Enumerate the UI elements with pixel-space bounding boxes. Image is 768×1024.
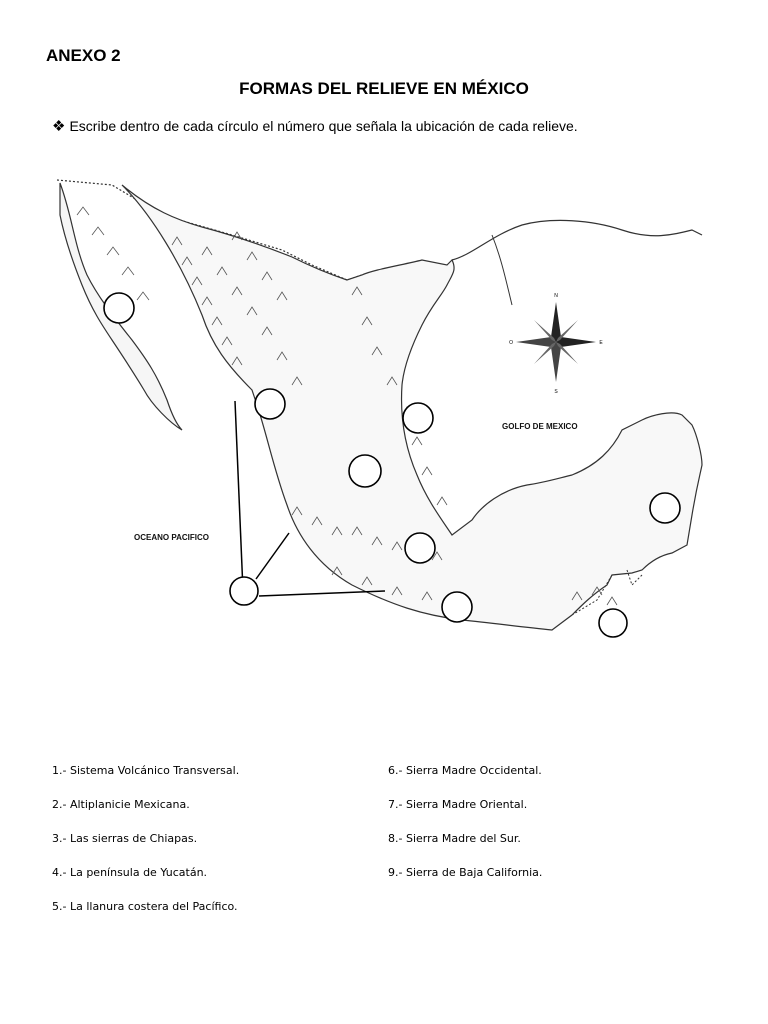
annex-label: ANEXO 2 [46, 46, 121, 65]
answer-circle[interactable] [442, 592, 472, 622]
four-diamonds-icon: ❖ [52, 118, 66, 135]
answer-circle[interactable] [349, 455, 381, 487]
compass-rose-icon [509, 293, 603, 395]
instruction [52, 117, 578, 135]
answer-circle[interactable] [599, 609, 627, 637]
page-title: FORMAS DEL RELIEVE EN MÉXICO [239, 79, 529, 98]
leader-line [256, 533, 289, 579]
answer-circle[interactable] [405, 533, 435, 563]
compass-o: O [509, 340, 513, 346]
legend-right [388, 760, 542, 896]
us-gulf-coast [452, 220, 702, 260]
florida-coast [492, 235, 512, 305]
legend-item: 6.- Sierra Madre Occidental. [388, 764, 542, 777]
answer-circle[interactable] [403, 403, 433, 433]
answer-circle[interactable] [230, 577, 258, 605]
mexico-relief-map [52, 175, 722, 695]
legend-item: 5.- La llanura costera del Pacífico. [52, 900, 238, 913]
gulf-label: GOLFO DE MEXICO [502, 422, 578, 431]
answer-circle[interactable] [255, 389, 285, 419]
legend-item: 1.- Sistema Volcánico Transversal. [52, 764, 240, 777]
compass-e: E [599, 340, 603, 346]
answer-circle[interactable] [104, 293, 134, 323]
instruction-text: Escribe dentro de cada círculo el número que señala la ubicación de cada relieve. [69, 118, 578, 134]
legend-item: 7.- Sierra Madre Oriental. [388, 798, 528, 811]
leader-line [259, 591, 385, 596]
answer-circle[interactable] [650, 493, 680, 523]
legend-item: 8.- Sierra Madre del Sur. [388, 832, 521, 845]
leader-line [235, 401, 243, 591]
legend-item: 9.- Sierra de Baja California. [388, 866, 543, 879]
compass-s: S [554, 389, 558, 395]
compass-n: N [554, 293, 558, 299]
legend-item: 3.- Las sierras de Chiapas. [52, 832, 198, 845]
legend-left [52, 760, 239, 930]
legend-item: 4.- La península de Yucatán. [52, 866, 208, 879]
legend-item: 2.- Altiplanicie Mexicana. [52, 798, 190, 811]
ocean-label: OCEANO PACIFICO [134, 533, 209, 542]
